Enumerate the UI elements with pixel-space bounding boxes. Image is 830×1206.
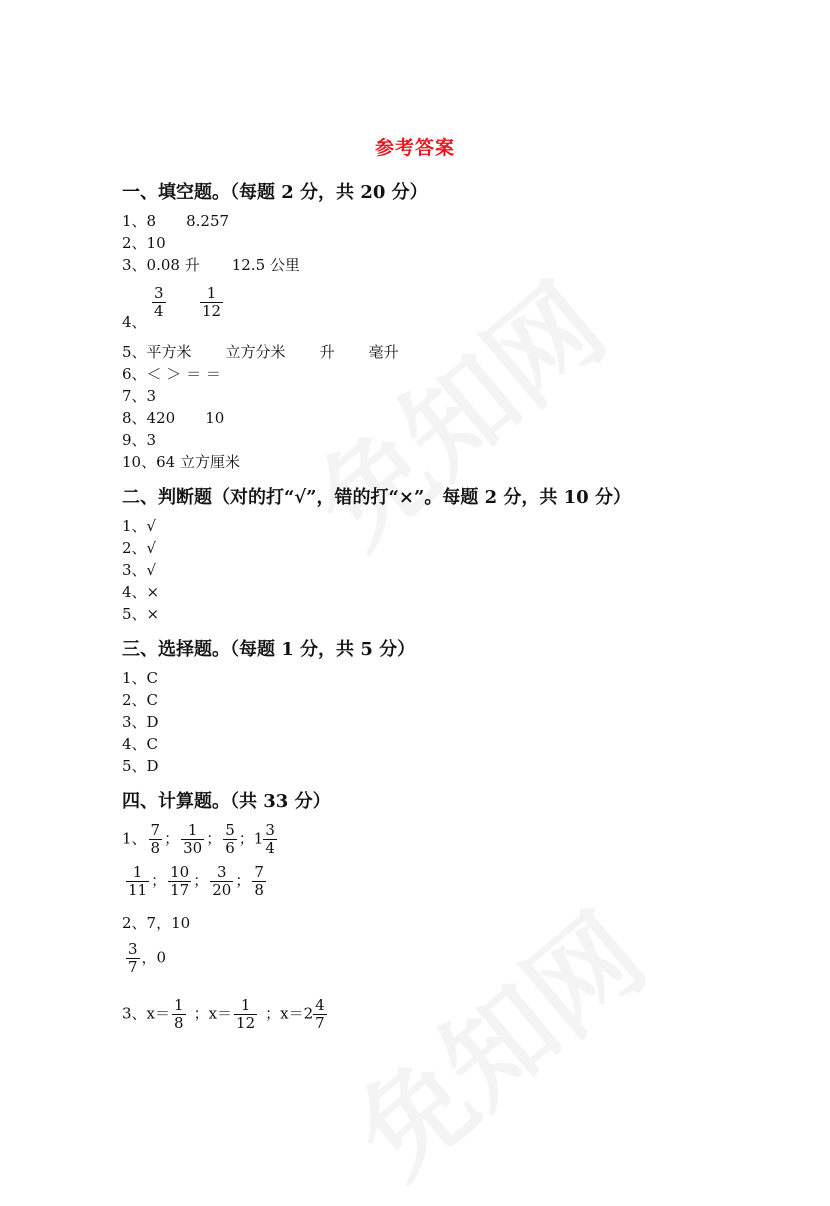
- section-heading-fill-blank: 一、填空题。（每题 2 分，共 20 分）: [122, 182, 428, 203]
- page-title: 参考答案: [374, 137, 455, 159]
- answer-line: 2、10: [122, 234, 166, 252]
- answer-line: 8、420 10: [122, 409, 225, 427]
- answer-line: 5、D: [122, 757, 159, 775]
- answer-line: 1、C: [122, 669, 159, 687]
- answer-line: 2、C: [122, 691, 159, 709]
- watermark: [318, 872, 672, 1205]
- answer-line-prefix: 4、: [122, 313, 147, 331]
- answer-line: $\frac{1}{11}$ ； $\frac{10}{17}$ ； $\frac{3}{20}$ ； $\frac{7}{8}$: [128, 863, 264, 899]
- section-heading-calculation: 四、计算题。（共 33 分）: [122, 791, 331, 812]
- answer-line: 4、C: [122, 735, 159, 753]
- answer-line: 7、3: [122, 387, 157, 405]
- answer-line: 3、D: [122, 713, 159, 731]
- answer-line: 3、√: [122, 561, 157, 579]
- fraction: $\frac{3}{4}$: [154, 284, 164, 320]
- answer-line: 1、√: [122, 517, 157, 535]
- answer-line: 1、 $\frac{7}{8}$ ； $\frac{1}{30}$ ； $\frac{5}{6}$ ；1 $\frac{3}{4}$: [122, 821, 275, 857]
- watermark: [278, 242, 632, 575]
- answer-line: 6、＜ ＞ ＝ ＝: [122, 365, 221, 383]
- answer-line: 3、0.08 升 12.5 公里: [122, 256, 300, 274]
- answer-line: 5、平方米 立方分米 升 毫升: [122, 343, 399, 361]
- answer-line: 9、3: [122, 431, 157, 449]
- answer-line: 2、√: [122, 539, 157, 557]
- answer-line: $\frac{3}{7}$ ，0: [128, 940, 167, 976]
- answer-line: 1、8 8.257: [122, 212, 230, 230]
- answer-line: 5、×: [122, 605, 160, 623]
- fraction: $\frac{1}{12}$: [202, 284, 222, 320]
- answer-line: 2、7，10: [122, 914, 191, 932]
- answer-line: 10、64 立方厘米: [122, 453, 240, 471]
- answer-line: 3、x＝ $\frac{1}{8}$ ；x＝ $\frac{1}{12}$ ；x＝2 $\frac{4}{7}$: [122, 996, 325, 1032]
- answer-line: 4、×: [122, 583, 160, 601]
- section-heading-multiple-choice: 三、选择题。（每题 1 分，共 5 分）: [122, 639, 416, 660]
- section-heading-true-false: 二、判断题（对的打“√”，错的打“×”。每题 2 分，共 10 分）: [122, 487, 631, 508]
